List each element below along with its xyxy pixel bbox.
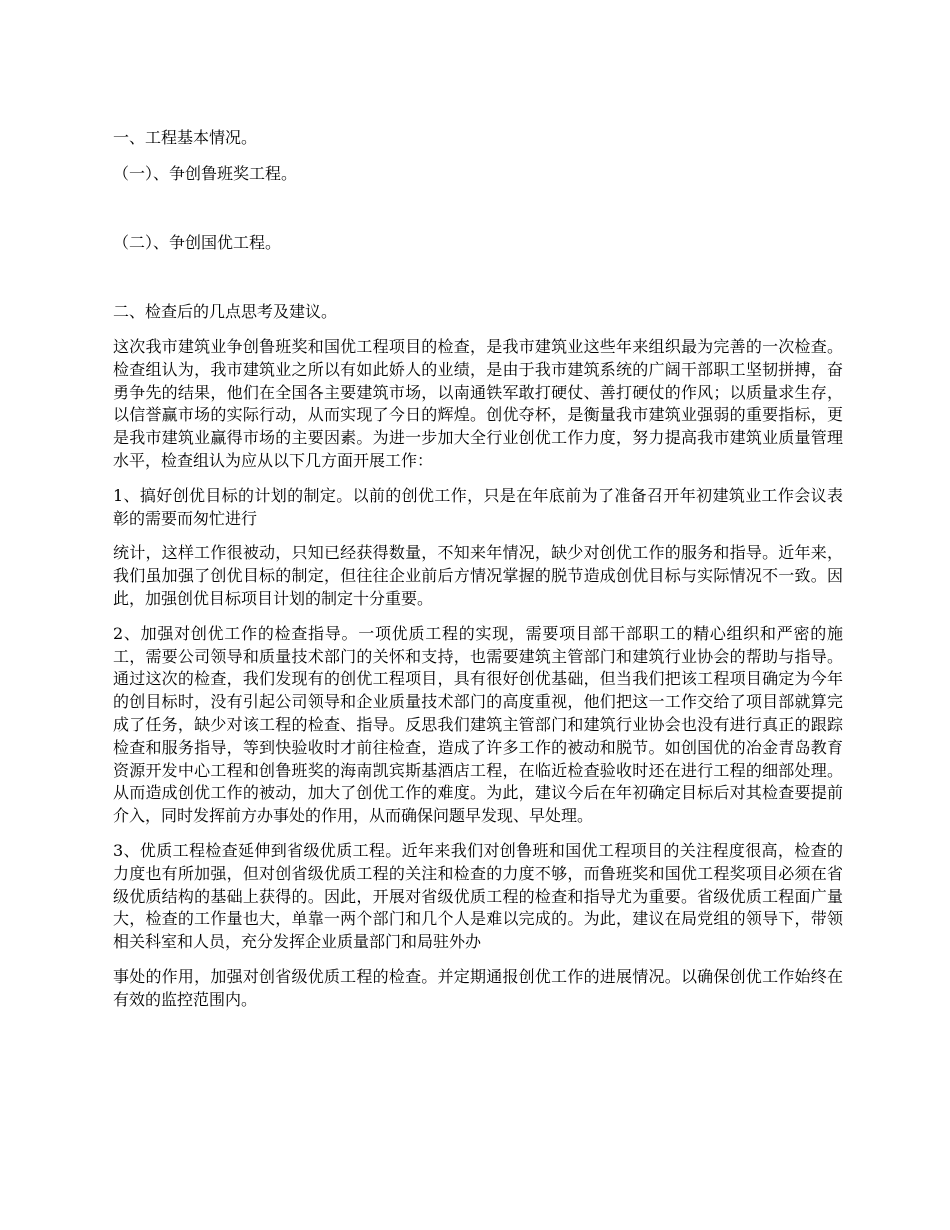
intro-paragraph: 这次我市建筑业争创鲁班奖和国优工程项目的检查，是我市建筑业这些年来组织最为完善的一次检查。检查组认为，我市建筑业之所以有如此娇人的业绩，是由于我市建筑系统的广阔干部职工坚韧拼搏，奋勇争先的结果，他们在全国各主要建筑市场，以南通铁军敢打硬仗、善打硬仗的作风；以质量求生存，以信誉赢市场的实际行动，从而实现了今日的辉煌。创优夺杯，是衡量我市建筑业强弱的重要指标，更是我市建筑业赢得市场的主要因素。为进一步加大全行业创优工作力度，努力提高我市建筑业质量管理水平，检查组认为应从以下几方面开展工作： xyxy=(113,337,843,470)
document-page xyxy=(113,126,843,1012)
section-heading-2: 二、检查后的几点思考及建议。 xyxy=(113,302,338,321)
item-3-paragraph-a: 3、优质工程检查延伸到省级优质工程。近年来我们对创鲁班和国优工程项目的关注程度很高，检查的力度也有所加强，但对创省级优质工程的关注和检查的力度不够，而鲁班奖和国优工程奖项目必须在省级优质结构的基础上获得的。因此，开展对省级优质工程的检查和指导尤为重要。省级优质工程面广量大，检查的工作量也大，单靠一两个部门和几个人是难以完成的。为此，建议在局党组的领导下，带领相关科室和人员，充分发挥企业质量部门和局驻外办 xyxy=(113,840,843,952)
item-1-paragraph-b: 统计，这样工作很被动，只知已经获得数量，不知来年情况，缺少对创优工作的服务和指导。近年来，我们虽加强了创优目标的制定，但往往企业前后方情况掌握的脱节造成创优目标与实际情况不一致。因此，加强创优目标项目计划的制定十分重要。 xyxy=(113,543,843,608)
item-3-paragraph-b: 事处的作用，加强对创省级优质工程的检查。并定期通报创优工作的进展情况。以确保创优工作始终在有效的监控范围内。 xyxy=(113,966,843,1009)
subsection-heading-1: （一）、争创鲁班奖工程。 xyxy=(113,164,298,183)
item-2-paragraph: 2、加强对创优工作的检查指导。一项优质工程的实现，需要项目部干部职工的精心组织和严密的施工，需要公司领导和质量技术部门的关怀和支持，也需要建筑主管部门和建筑行业协会的帮助与指导。通过这次的检查，我们发现有的创优工程项目，具有很好创优基础，但当我们把该工程项目确定为今年的创目标时，没有引起公司领导和企业质量技术部门的高度重视，他们把这一工作交给了项目部就算完成了任务，缺少对该工程的检查、指导。反思我们建筑主管部门和建筑行业协会也没有进行真正的跟踪检查和服务指导，等到快验收时才前往检查，造成了许多工作的被动和脱节。如创国优的冶金青岛教育资源开发中心工程和创鲁班奖的海南凯宾斯基酒店工程，在临近检查验收时还在进行工程的细部处理。从而造成创优工作的被动，加大了创优工作的难度。为此，建议今后在年初确定目标后对其检查要提前介入，同时发挥前方办事处的作用，从而确保问题早发现、早处理。 xyxy=(113,623,843,826)
item-1-paragraph-a: 1、搞好创优目标的计划的制定。以前的创优工作，只是在年底前为了准备召开年初建筑业工作会议表彰的需要而匆忙进行 xyxy=(113,485,843,528)
section-heading-1: 一、工程基本情况。 xyxy=(113,128,258,147)
subsection-heading-2: （二）、争创国优工程。 xyxy=(113,233,282,252)
